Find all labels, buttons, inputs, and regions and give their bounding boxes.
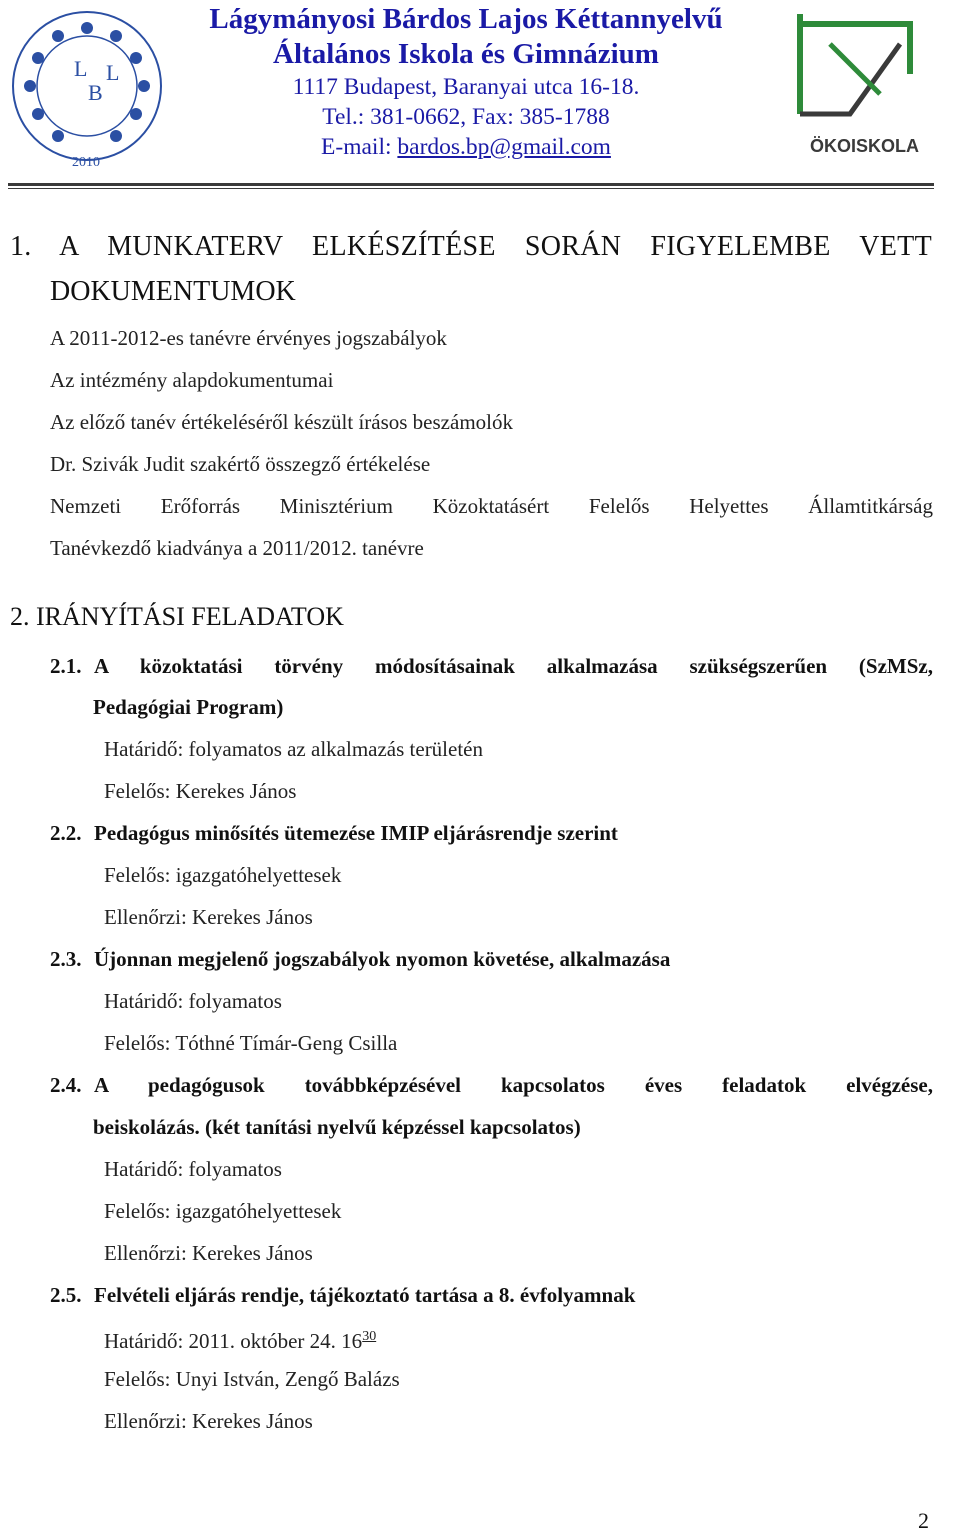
task-number: 2.2. (50, 821, 82, 845)
task-deadline (104, 1322, 376, 1356)
task-number: 2.3. (50, 947, 82, 971)
school-header (170, 0, 762, 162)
school-email-line (170, 132, 762, 162)
task-checked-by: Ellenőrzi: Kerekes János (104, 1241, 313, 1265)
school-name-line2: Általános Iskola és Gimnázium (273, 38, 659, 70)
task-title (50, 651, 933, 681)
document-item: Az intézmény alapdokumentumai (50, 368, 334, 392)
document-item: Tanévkezdő kiadványa a 2011/2012. tanévre (50, 536, 424, 560)
logo-letter: L (106, 60, 120, 85)
section1-heading-cont: DOKUMENTUMOK (50, 276, 296, 307)
school-address: 1117 Budapest, Baranyai utca 16-18. (292, 74, 640, 100)
task-responsible: Felelős: Unyi István, Zengő Balázs (104, 1367, 400, 1391)
document-item: Nemzeti Erőforrás Minisztérium Közoktatásért Felelős Helyettes Államtitkárság (50, 494, 933, 518)
task-responsible: Felelős: Tóthné Tímár-Geng Csilla (104, 1031, 398, 1055)
task-title (50, 1280, 635, 1310)
task-title-text: Pedagógus minősítés ütemezése IMIP eljárásrendje szerint (94, 821, 618, 845)
task-title (50, 1070, 933, 1100)
deadline-minutes: 30 (362, 1329, 377, 1344)
logo-letter: B (88, 80, 103, 105)
task-title-cont: Pedagógiai Program) (93, 695, 284, 719)
section1-heading: 1. A MUNKATERV ELKÉSZÍTÉSE SORÁN FIGYELEMBE VETT (10, 231, 932, 262)
task-title (50, 818, 618, 848)
page-number: 2 (918, 1508, 929, 1533)
task-checked-by: Ellenőrzi: Kerekes János (104, 905, 313, 929)
deadline-text: Határidő: 2011. október 24. 16 (104, 1329, 363, 1353)
school-name-line1: Lágymányosi Bárdos Lajos Kéttannyelvű (209, 3, 723, 35)
ecoschool-logo (740, 4, 930, 164)
task-title-cont: beiskolázás. (két tanítási nyelvű képzéssel kapcsolatos) (93, 1115, 581, 1139)
task-deadline: Határidő: folyamatos (104, 989, 282, 1013)
task-number: 2.4. (50, 1073, 82, 1097)
task-responsible: Felelős: igazgatóhelyettesek (104, 863, 342, 887)
task-number: 2.1. (50, 654, 82, 678)
email-label: E-mail: (321, 134, 398, 160)
task-title-text: Felvételi eljárás rendje, tájékoztató tartása a 8. évfolyamnak (94, 1283, 636, 1307)
task-title-text: A közoktatási törvény módosításainak alkalmazása szükségszerűen (SzMSz, (94, 654, 933, 678)
section2-heading: 2. IRÁNYÍTÁSI FELADATOK (10, 602, 344, 631)
task-responsible: Felelős: Kerekes János (104, 779, 297, 803)
task-title-text: A pedagógusok továbbképzésével kapcsolatos éves feladatok elvégzése, (94, 1073, 933, 1097)
task-title (50, 944, 670, 974)
task-title-text: Újonnan megjelenő jogszabályok nyomon követése, alkalmazása (94, 947, 671, 971)
document-item: Dr. Szivák Judit szakértő összegző értékelése (50, 452, 431, 476)
school-phone: Tel.: 381-0662, Fax: 385-1788 (322, 104, 610, 130)
email-link[interactable]: bardos.bp@gmail.com (397, 134, 611, 160)
task-responsible: Felelős: igazgatóhelyettesek (104, 1199, 342, 1223)
document-item: Az előző tanév értékeléséről készült írásos beszámolók (50, 410, 513, 434)
task-checked-by: Ellenőrzi: Kerekes János (104, 1409, 313, 1433)
task-number: 2.5. (50, 1283, 82, 1307)
school-logo (8, 4, 166, 174)
logo-year: 2010 (72, 155, 100, 170)
document-item: A 2011-2012-es tanévre érvényes jogszabályok (50, 326, 447, 350)
task-deadline: Határidő: folyamatos (104, 1157, 282, 1181)
task-deadline: Határidő: folyamatos az alkalmazás területén (104, 737, 483, 761)
ecoschool-label: ÖKOISKOLA (810, 136, 920, 156)
header-divider (8, 183, 934, 189)
logo-letter: L (74, 56, 88, 81)
